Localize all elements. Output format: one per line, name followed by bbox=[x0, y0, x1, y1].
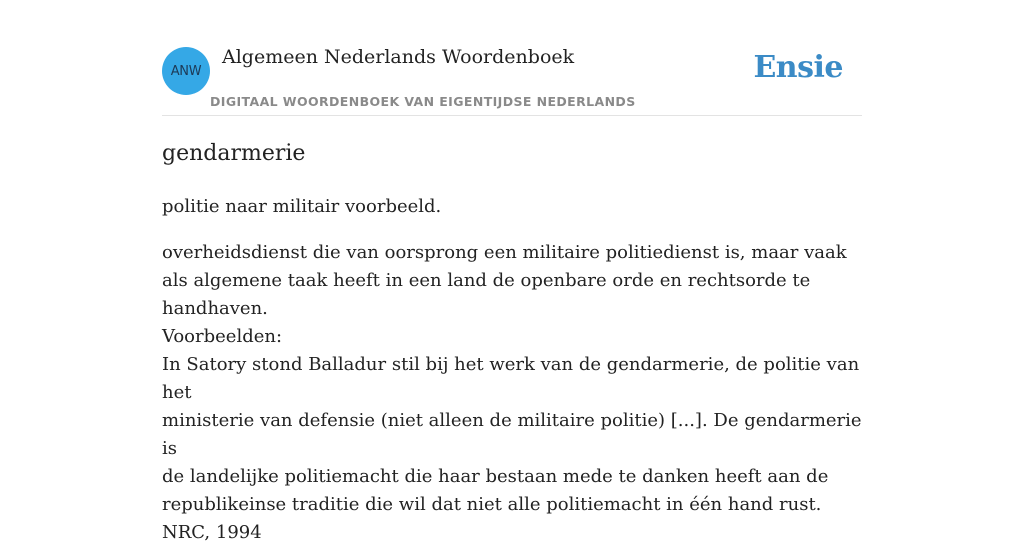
example-line: In Satory stond Balladur stil bij het werk van de gendarmerie, de politie van het bbox=[162, 354, 860, 403]
example-line: republikeinse traditie die wil dat niet alle politiemacht in één hand rust. bbox=[162, 494, 822, 515]
example-source: NRC, 1994 bbox=[162, 522, 262, 543]
entry-headword: gendarmerie bbox=[162, 141, 306, 166]
site-title[interactable]: Algemeen Nederlands Woordenboek bbox=[222, 46, 575, 68]
anw-logo[interactable] bbox=[162, 47, 210, 95]
definition-2: overheidsdienst die van oorsprong een militaire politiedienst is, maar vaak als algemene taak heeft in een land de openbare orde en rechtsorde te handhaven. bbox=[162, 242, 847, 319]
example-line: ministerie van defensie (niet alleen de militaire politie) [...]. De gendarmerie is bbox=[162, 410, 862, 459]
site-subtitle: DIGITAAL WOORDENBOEK VAN EIGENTIJDSE NEDERLANDS bbox=[210, 94, 636, 109]
content-container bbox=[162, 0, 862, 543]
example-line: de landelijke politiemacht die haar bestaan mede te danken heeft aan de bbox=[162, 466, 829, 487]
examples-label: Voorbeelden: bbox=[162, 326, 283, 347]
ensie-brand-logo[interactable]: Ensie bbox=[753, 50, 843, 85]
logo-text: ANW bbox=[170, 63, 202, 79]
definition-1: politie naar militair voorbeeld. bbox=[162, 196, 442, 217]
site-header bbox=[162, 0, 862, 116]
examples-block bbox=[162, 323, 862, 547]
